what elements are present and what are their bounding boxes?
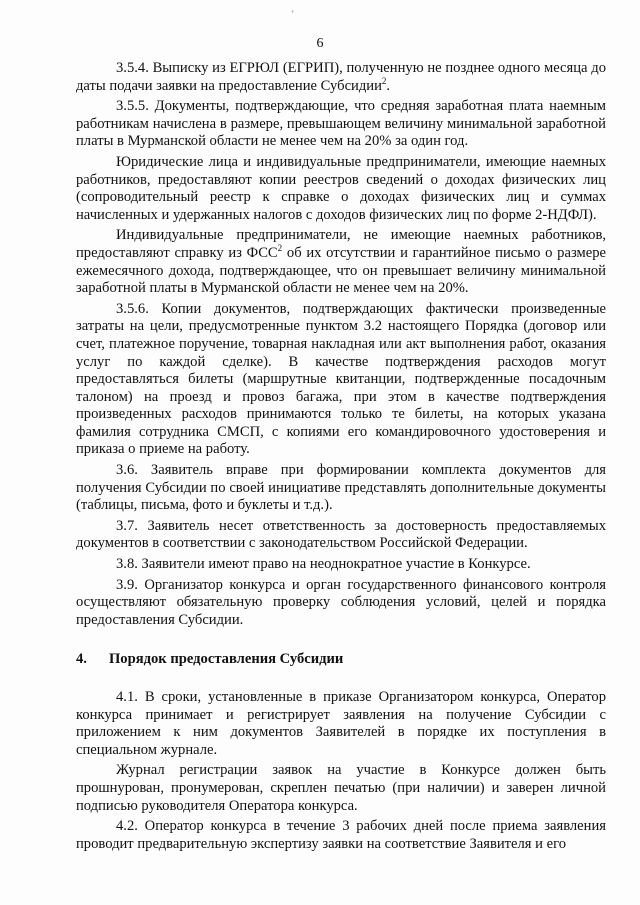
paragraph-3-5-6: 3.5.6. Копии документов, подтверждающих фактически произведенные затраты на цели, предусмотренные пунктом 3.2 настоящего Порядка (договор или счет, платежное поручение, товарная накладная или акт выполнения работ, оказания услуг по каждой сделке). В качестве подтверждения расходов могут предоставляться билеты (маршрутные квитанции, подтвержденные посадочным талоном) на проезд и провоз багажа, при этом в качестве подтверждения произведенных расходов принимаются только те билеты, на которых указана фамилия сотрудника СМСП, с копиями его командировочного удостоверения и приказа о приеме на работу. [76,300,606,458]
document-body [76,60,606,853]
paragraph-3-8: 3.8. Заявители имеют право на неоднократное участие в Конкурсе. [116,556,531,573]
paragraph-legal-entities: Юридические лица и индивидуальные предприниматели, имеющие наемных работников, предоставляют копии реестров сведений о доходах физических лиц (сопроводительный реестр к справке о доходах физических лиц и суммах начисленных и удержанных налогов с доходов физических лиц по форме 2-НДФЛ). [76,153,606,223]
page-number: 6 [316,36,324,51]
paragraph-3-6: 3.6. Заявитель вправе при формировании комплекта документов для получения Субсидии по своей инициативе представлять дополнительные документы (таблицы, письма, фото и буклеты и т.д.). [76,462,606,514]
section-heading-4 [76,651,606,669]
paragraph-3-5-5: 3.5.5. Документы, подтверждающие, что средняя заработная плата наемным работникам начислена в размере, превышающем величину минимальной заработной платы в Мурманской области не менее чем на 20% за один год. [76,98,606,150]
footnote-ref: 2 [277,243,283,254]
paragraph-3-9: 3.9. Организатор конкурса и орган государственного финансового контроля осуществляют обязательную проверку соблюдения условий, целей и порядка предоставления Субсидии. [76,576,606,628]
paragraph-3-5-4: 3.5.4. Выписку из ЕГРЮЛ (ЕГРИП), полученную не позднее одного месяца до даты подачи заявки на предоставление Субсидии$^2$. [76,60,606,94]
paragraph-3-7: 3.7. Заявитель несет ответственность за достоверность предоставляемых документов в соответствии с законодательством Российской Федерации. [76,517,606,552]
paragraph-journal: Журнал регистрации заявок на участие в Конкурсе должен быть прошнурован, пронумерован, скреплен печатью (при наличии) и заверен личной подписью руководителя Оператора конкурса. [76,762,606,814]
footnote-ref: 2 [381,75,387,86]
section-number: 4. [76,651,87,668]
top-mark: ' [292,9,294,19]
paragraph-individual-entrepreneurs: Индивидуальные предприниматели, не имеющие наемных работников, предоставляют справку из ФСС$^2$ об их отсутствии и гарантийное письмо о размере ежемесячного дохода, подтверждающее, что он превышает величину минимальной заработной платы в Мурманской области не менее чем на 20%. [76,227,607,297]
section-title: Порядок предоставления Субсидии [108,651,344,668]
paragraph-4-2: 4.2. Оператор конкурса в течение 3 рабочих дней после приема заявления проводит предварительную экспертизу заявки на соответствие Заявителя и его [76,818,606,852]
paragraph-4-1: 4.1. В сроки, установленные в приказе Организатором конкурса, Оператор конкурса принимает и регистрирует заявления на получение Субсидии с приложением к ним документов Заявителей в порядке их поступления в специальном журнале. [76,689,606,758]
